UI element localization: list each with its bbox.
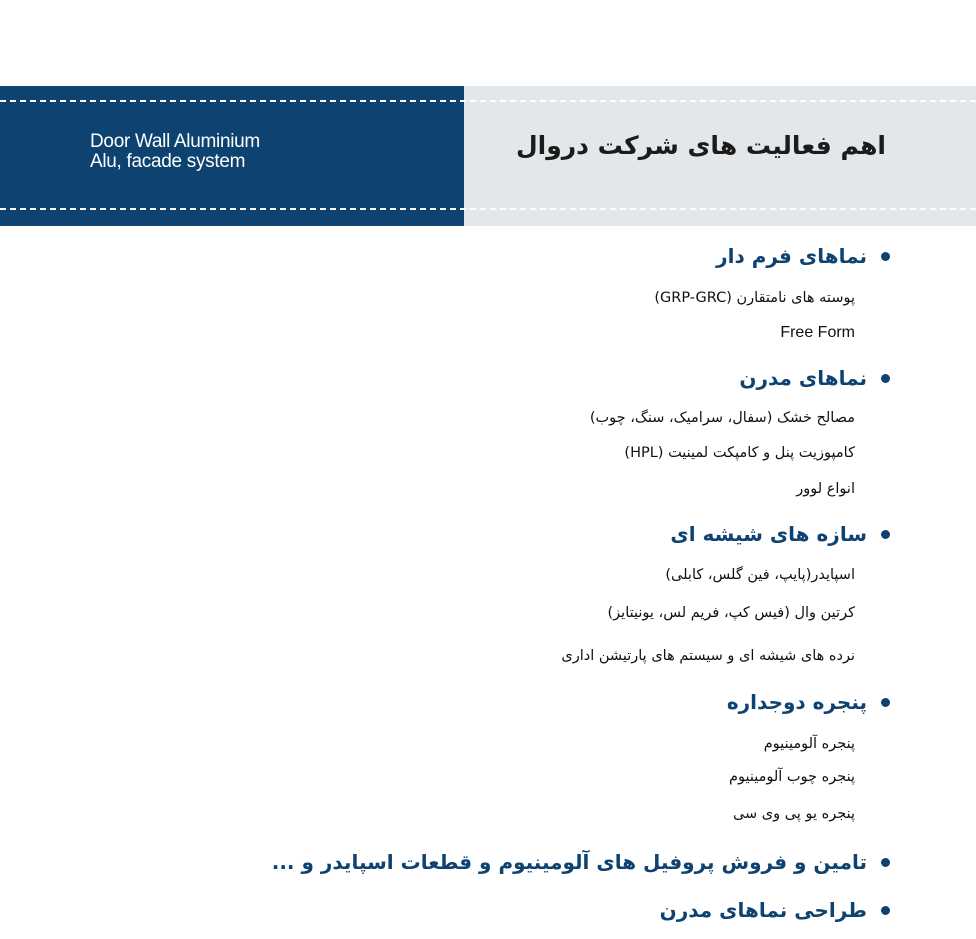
- section-heading-text: نماهای فرم دار: [716, 244, 867, 268]
- top-dashed-divider: [0, 100, 976, 102]
- section-heading-text: نماهای مدرن: [739, 366, 867, 390]
- section-heading-profiles-supply: [272, 850, 890, 874]
- section-heading-modern-facades: [739, 366, 890, 390]
- section-heading-form-facades: [716, 244, 890, 268]
- list-item: مصالح خشک (سفال، سرامیک، سنگ، چوب): [589, 410, 855, 426]
- english-name-line-2: Alu, facade system: [90, 151, 246, 172]
- bullet-icon: [881, 374, 890, 383]
- section-heading-text: تامین و فروش پروفیل های آلومینیوم و قطعات اسپایدر و ...: [271, 850, 867, 874]
- english-name-line-1: Door Wall Aluminium: [90, 131, 260, 152]
- list-item: پنجره چوب آلومینیوم: [729, 769, 855, 785]
- section-heading-text: سازه های شیشه ای: [670, 522, 867, 546]
- list-item: اسپایدر(پایپ، فین گلس، کابلی): [665, 567, 855, 583]
- list-item: نرده های شیشه ای و سیستم های پارتیشن اداری: [561, 648, 855, 664]
- section-heading-glass-structures: [670, 522, 890, 546]
- list-item: پنجره آلومینیوم: [763, 736, 855, 752]
- list-item: پنجره یو پی وی سی: [732, 806, 855, 822]
- bottom-dashed-divider: [0, 208, 976, 210]
- list-item: کرتین وال (فیس کپ، فریم لس، یونیتایز): [607, 605, 855, 621]
- page-title: اهم فعالیت های شرکت دروال: [515, 131, 886, 160]
- list-item: Free Form: [780, 324, 855, 341]
- section-heading-text: پنجره دوجداره: [726, 690, 867, 714]
- list-item: پوسته های نامتقارن (GRP-GRC): [654, 290, 855, 306]
- bullet-icon: [881, 858, 890, 867]
- section-heading-modern-facade-design: [660, 898, 890, 922]
- bullet-icon: [881, 530, 890, 539]
- section-heading-text: طراحی نماهای مدرن: [659, 898, 867, 922]
- section-heading-double-glazed-windows: [727, 690, 890, 714]
- header-banner: [0, 86, 976, 226]
- bullet-icon: [881, 252, 890, 261]
- list-item: کامپوزیت پنل و کامپکت لمینیت (HPL): [624, 445, 855, 461]
- bullet-icon: [881, 906, 890, 915]
- bullet-icon: [881, 698, 890, 707]
- list-item: انواع لوور: [796, 481, 855, 497]
- company-english-name: [90, 132, 260, 172]
